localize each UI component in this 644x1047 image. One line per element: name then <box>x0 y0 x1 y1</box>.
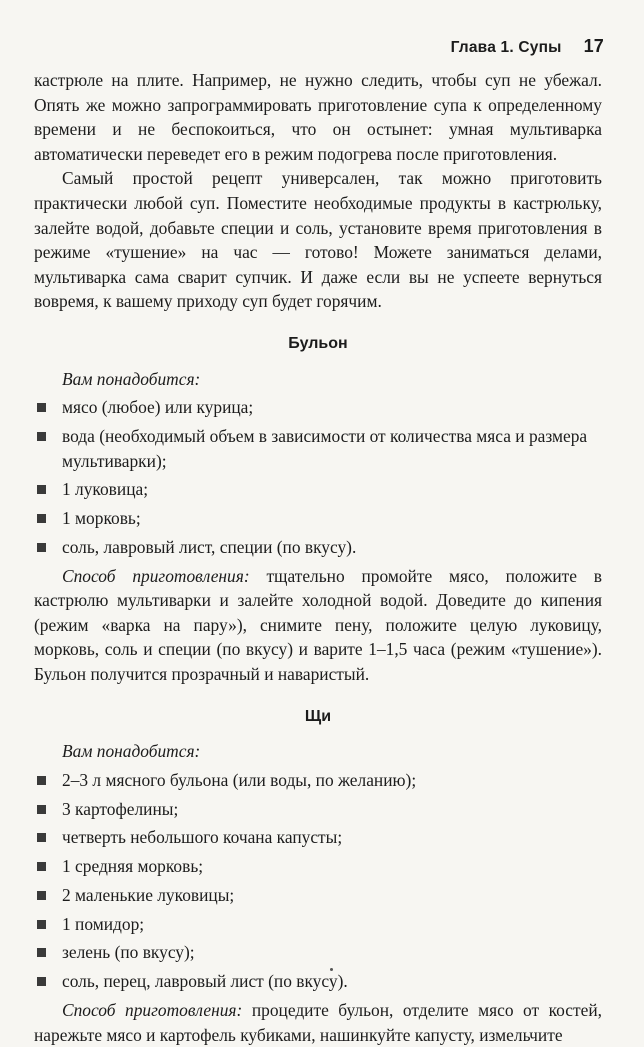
recipe-title: Щи <box>304 707 332 725</box>
ingredient-item: мясо (любое) или курица; <box>34 395 602 420</box>
ingredients-label: Вам понадобится: <box>62 741 201 762</box>
ingredient-item: 2 маленькие луковицы; <box>34 883 602 908</box>
ingredients-list <box>34 395 602 559</box>
ingredient-item: зелень (по вкусу); <box>34 940 602 965</box>
ingredients-list <box>34 768 602 994</box>
recipe-shchi <box>34 705 602 1047</box>
ingredient-item: 1 морковь; <box>34 506 602 531</box>
page-number: 17 <box>583 36 604 56</box>
print-speck <box>330 968 333 971</box>
method-text: процедите бульон, отделите мясо от костей, нарежьте мясо и картофель кубиками, нашинкуйте капусту, измельчите <box>34 1000 602 1045</box>
ingredient-item: четверть небольшого кочана капусты; <box>34 825 602 850</box>
method-label: Способ приготовления: <box>62 565 250 586</box>
ingredients-label: Вам понадобится: <box>62 368 201 389</box>
intro-paragraph: кастрюле на плите. Например, не нужно следить, чтобы суп не убежал. Опять же можно запрограммировать приготовление супа к определенному времени и не беспокоиться, что он остынет: умная мультиварка автоматически переведет его в режим подогрева после приготовления. <box>34 70 602 164</box>
recipe-title: Бульон <box>288 334 348 352</box>
ingredient-item: вода (необходимый объем в зависимости от количества мяса и размера мультиварки); <box>34 424 602 473</box>
ingredient-item: 3 картофелины; <box>34 797 602 822</box>
method-paragraph <box>34 998 602 1047</box>
ingredient-item: 1 луковица; <box>34 477 602 502</box>
method-label: Способ приготовления: <box>62 1000 243 1021</box>
ingredient-item: 1 помидор; <box>34 912 602 937</box>
chapter-title: Глава 1. Супы <box>450 39 562 56</box>
page-body <box>34 68 602 1047</box>
ingredient-item: 2–3 л мясного бульона (или воды, по желанию); <box>34 768 602 793</box>
ingredient-item: соль, лавровый лист, специи (по вкусу). <box>34 535 602 560</box>
running-head <box>451 36 604 57</box>
method-text: тщательно промойте мясо, положите в кастрюлю мультиварки и залейте холодной водой. Доведите до кипения (режим «варка на пару»), снимите пену, положите целую луковицу, морковь, соль и специи (по вкусу) и варите 1–1,5 часа (режим «тушение»). Бульон получится прозрачный и наваристый. <box>34 565 602 684</box>
method-paragraph <box>34 564 602 687</box>
ingredient-item: 1 средняя морковь; <box>34 854 602 879</box>
intro-paragraph: Самый простой рецепт универсален, так можно приготовить практически любой суп. Поместите необходимые продукты в кастрюльку, залейте водой, добавьте специи и соль, установите время приготовления в режиме «тушение» на час — готово! Можете заниматься делами, мультиварка сама сварит супчик. И даже если вы не успеете вернуться вовремя, к вашему приходу суп будет горячим. <box>34 168 602 312</box>
ingredient-item: соль, перец, лавровый лист (по вкусу). <box>34 969 602 994</box>
recipe-bouillon <box>34 332 602 687</box>
